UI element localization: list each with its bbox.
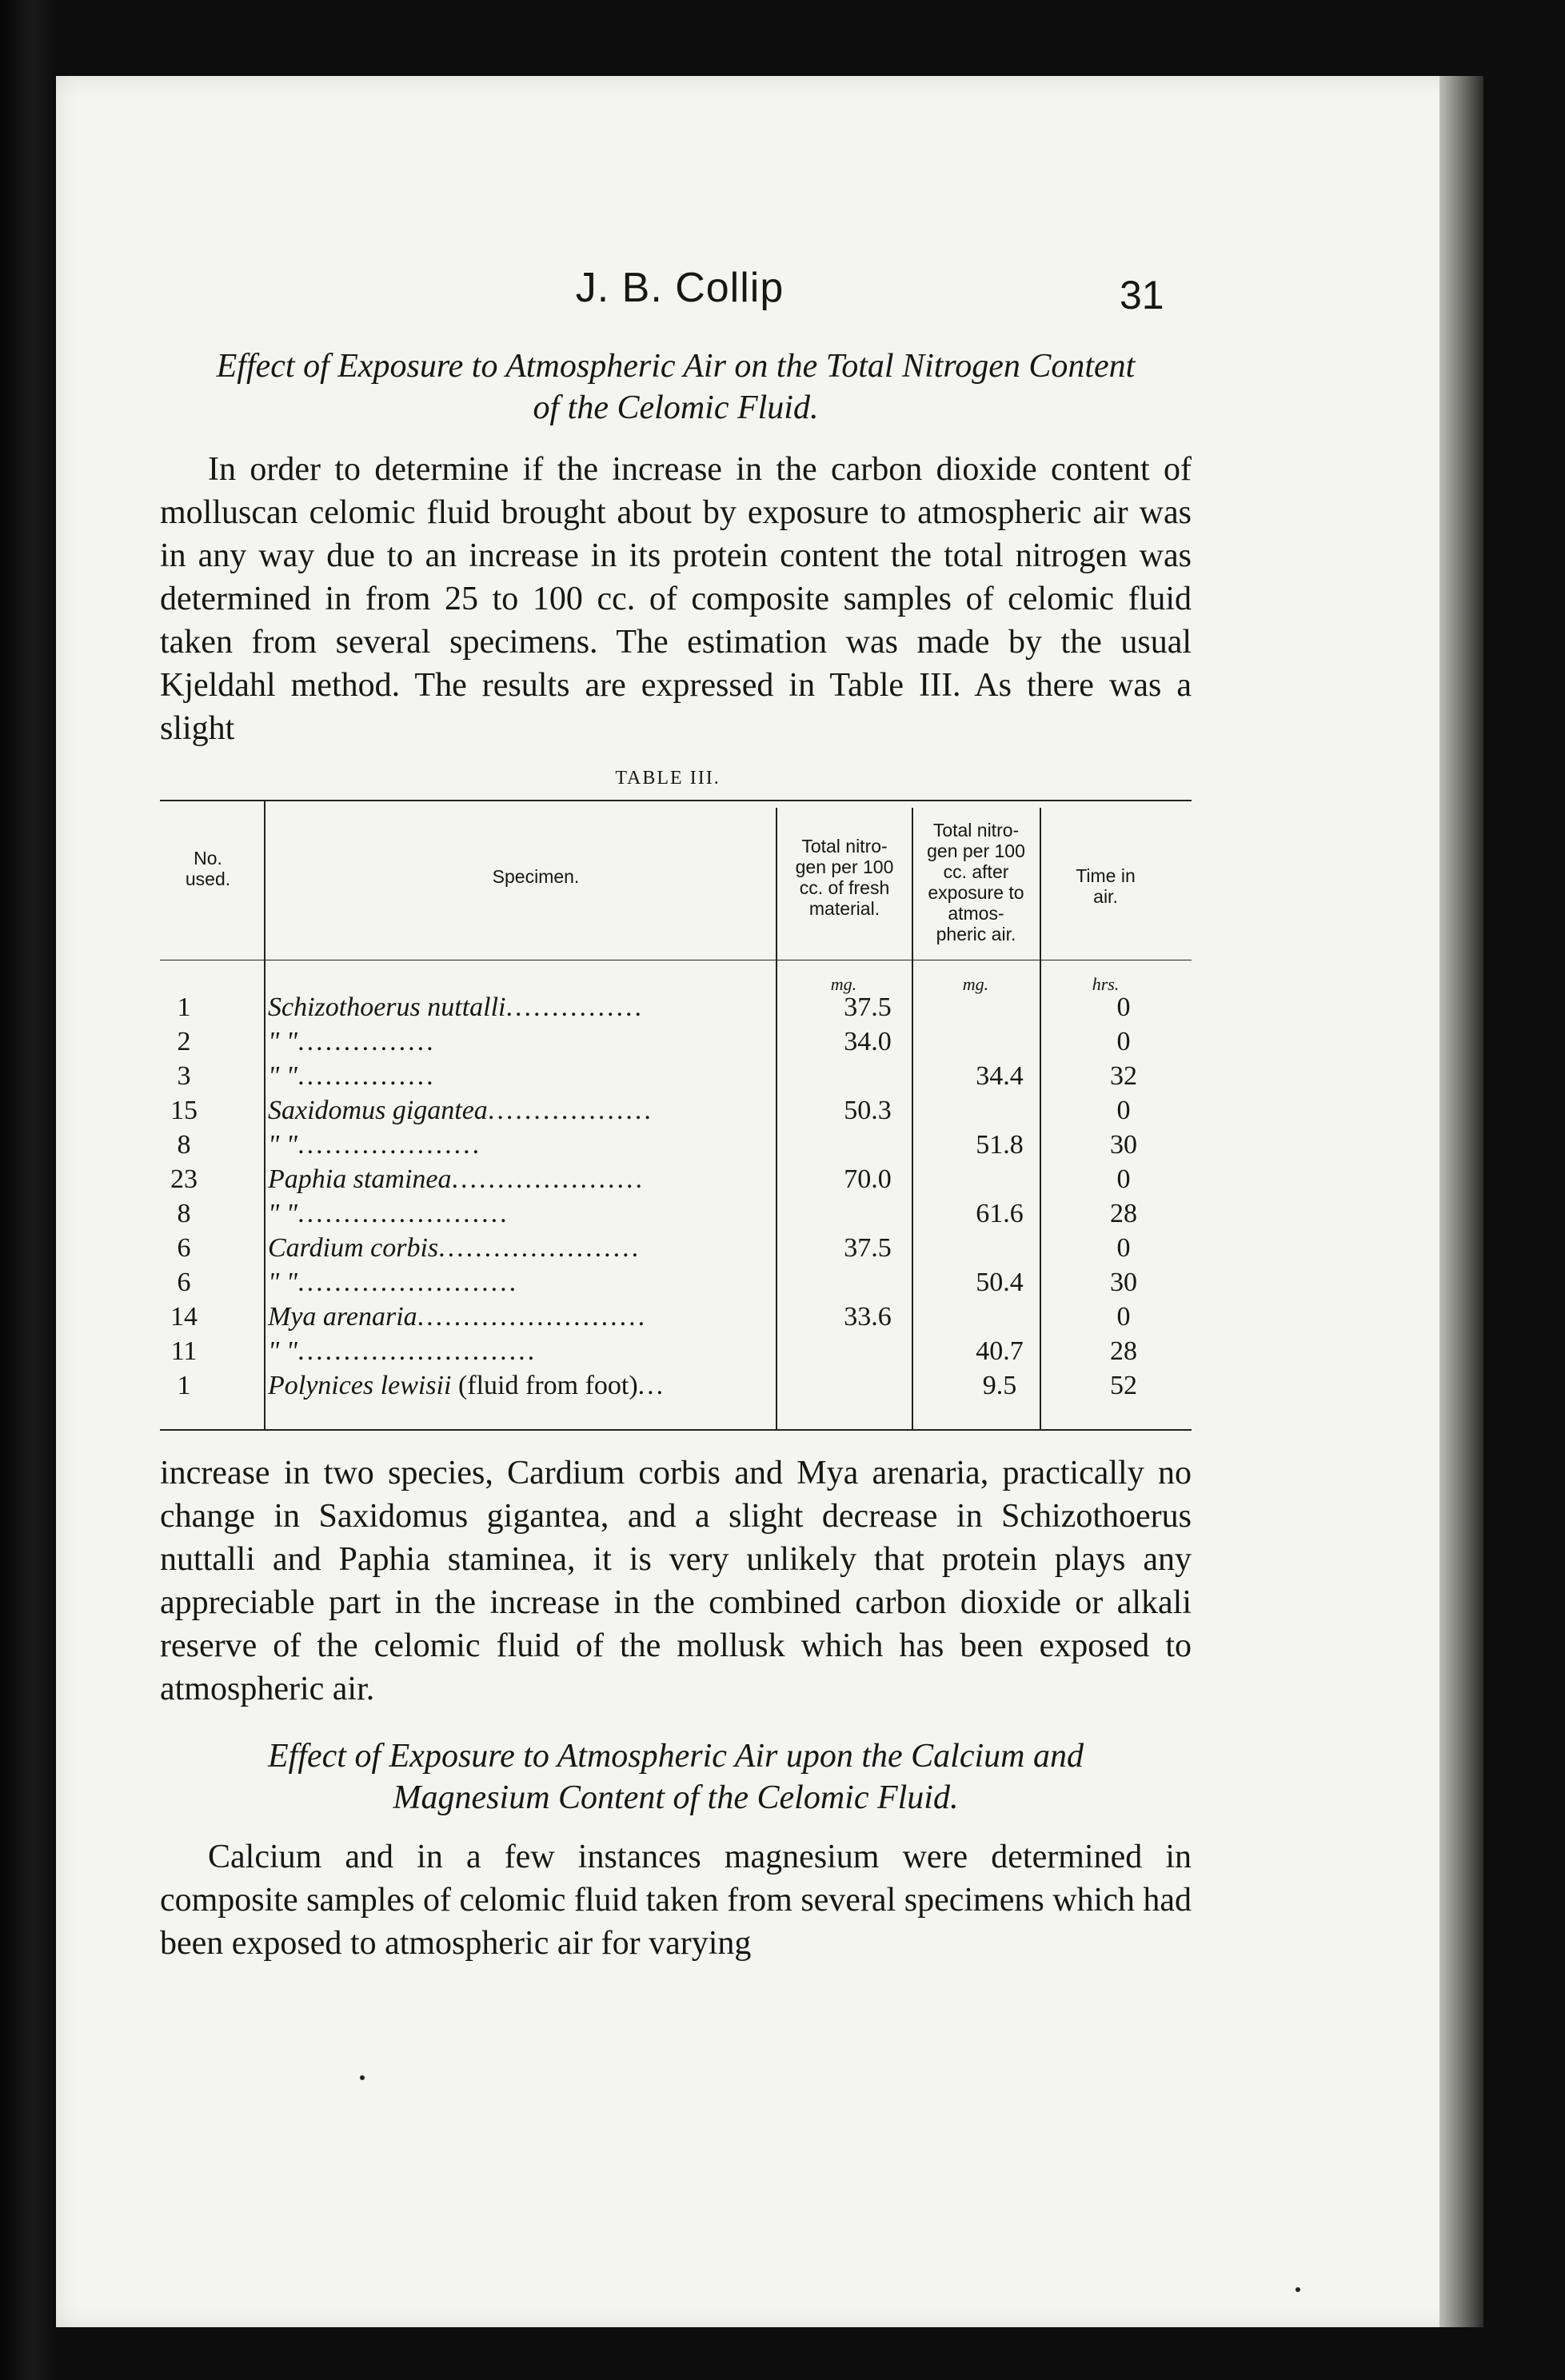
cell-exposed-nitrogen: 61.6 — [976, 1199, 1024, 1228]
table-row — [160, 1024, 1192, 1059]
leader-dots: .................... — [297, 1130, 482, 1160]
cell-time-in-air: 52 — [1110, 1371, 1137, 1400]
cell-number-used: 8 — [177, 1199, 191, 1228]
table-row — [160, 1231, 1192, 1265]
page-number: 31 — [1120, 273, 1164, 317]
cell-time-in-air: 0 — [1116, 1233, 1131, 1263]
paragraph-nitrogen-intro — [160, 448, 1192, 750]
unit-fresh: mg. — [830, 974, 857, 994]
scan-speck — [1296, 2287, 1300, 2292]
table-row — [160, 1093, 1192, 1128]
cell-specimen — [268, 1265, 932, 1300]
cell-number-used: 11 — [170, 1336, 198, 1366]
cell-exposed-nitrogen: 40.7 — [976, 1336, 1024, 1366]
cell-time-in-air: 32 — [1110, 1061, 1137, 1091]
section-title-calcium — [160, 1735, 1192, 1819]
table-top-rule — [160, 800, 1192, 801]
leader-dots: ........................ — [297, 1268, 519, 1297]
species-name: " " — [268, 1268, 298, 1297]
column-header-specimen: Specimen. — [492, 866, 580, 887]
cell-time-in-air: 0 — [1116, 992, 1131, 1022]
cell-number-used: 14 — [170, 1302, 198, 1332]
species-note: (fluid from foot) — [451, 1371, 638, 1400]
running-header-author: J. B. Collip — [575, 265, 784, 311]
leader-dots: ..................... — [451, 1164, 645, 1194]
leader-dots: ... — [637, 1371, 666, 1400]
leader-dots: ...................... — [438, 1233, 641, 1263]
leader-dots: ............... — [297, 1027, 436, 1056]
cell-time-in-air: 30 — [1110, 1130, 1137, 1160]
cell-specimen — [268, 1368, 932, 1403]
paragraph-text: Calcium and in a few instances magnesium were determined in composite samples of celomic fluid taken from several specimens which had been exposed to atmospheric air for varying — [160, 1839, 1192, 1962]
column-header-time: Time in air. — [1076, 865, 1136, 907]
species-name: Schizothoerus nuttalli — [268, 992, 506, 1022]
table-row — [160, 1128, 1192, 1162]
cell-time-in-air: 30 — [1110, 1268, 1137, 1297]
species-name: " " — [268, 1061, 298, 1091]
leader-dots: ....................... — [297, 1199, 509, 1228]
cell-fresh-nitrogen: 34.0 — [844, 1027, 892, 1056]
column-header-exposed-nitrogen: Total nitro- gen per 100 cc. after exposure to atmos- pheric air. — [927, 820, 1025, 944]
species-name: " " — [268, 1336, 298, 1366]
cell-fresh-nitrogen: 37.5 — [844, 992, 892, 1022]
table-row — [160, 1300, 1192, 1334]
leader-dots: ............... — [297, 1061, 436, 1091]
cell-specimen — [268, 1128, 932, 1162]
cell-exposed-nitrogen: 51.8 — [976, 1130, 1024, 1160]
cell-time-in-air: 0 — [1116, 1164, 1131, 1194]
cell-number-used: 6 — [177, 1233, 191, 1263]
column-header-no: No. used. — [185, 848, 231, 889]
species-name: Saxidomus gigantea — [268, 1096, 488, 1125]
species-name: " " — [268, 1027, 298, 1056]
table-row — [160, 1265, 1192, 1300]
unit-time: hrs. — [1092, 974, 1120, 994]
cell-number-used: 2 — [177, 1027, 191, 1056]
table-row — [160, 990, 1192, 1024]
cell-time-in-air: 0 — [1116, 1096, 1131, 1125]
leader-dots: .................. — [487, 1096, 653, 1125]
section-title-line: Magnesium Content of the Celomic Fluid. — [393, 1779, 959, 1816]
species-name: Mya arenaria — [268, 1302, 417, 1332]
species-name: " " — [268, 1130, 298, 1160]
leader-dots: ......................... — [417, 1302, 648, 1332]
cell-exposed-nitrogen: 9.5 — [982, 1371, 1017, 1400]
cell-exposed-nitrogen: 34.4 — [976, 1061, 1024, 1091]
species-name: " " — [268, 1199, 298, 1228]
section-title-line: Effect of Exposure to Atmospheric Air upon the Calcium and — [268, 1738, 1084, 1775]
cell-time-in-air: 28 — [1110, 1336, 1137, 1366]
paragraph-calcium-intro — [160, 1835, 1192, 1965]
species-name: Cardium corbis — [268, 1233, 439, 1263]
cell-specimen — [268, 1334, 932, 1368]
cell-number-used: 1 — [177, 992, 191, 1022]
table-bottom-rule — [160, 1429, 1192, 1431]
cell-fresh-nitrogen: 37.5 — [844, 1233, 892, 1263]
table-caption: TABLE III. — [615, 768, 721, 789]
paragraph-text: In order to determine if the increase in the carbon dioxide content of molluscan celomic fluid brought about by exposure to atmospheric air was in any way due to an increase in its protein content the total nitrogen was determined in from 25 to 100 cc. of composite samples of celomic fluid taken from several specimens. The estimation was made by the usual Kjeldahl method. The results are expressed in Table III. As there was a slight — [160, 451, 1192, 747]
unit-exposed: mg. — [962, 974, 989, 994]
species-name: Paphia staminea — [268, 1164, 452, 1194]
cell-specimen — [268, 1196, 932, 1231]
cell-time-in-air: 0 — [1116, 1302, 1131, 1332]
cell-fresh-nitrogen: 50.3 — [844, 1096, 892, 1125]
species-name: Polynices lewisii — [268, 1371, 452, 1400]
table-row — [160, 1059, 1192, 1093]
cell-number-used: 1 — [177, 1371, 191, 1400]
table-row — [160, 1196, 1192, 1231]
cell-number-used: 8 — [177, 1130, 191, 1160]
page-edge-shadow — [1439, 76, 1483, 2327]
cell-fresh-nitrogen: 33.6 — [844, 1302, 892, 1332]
paragraph-nitrogen-conclusion: increase in two species, Cardium corbis and Mya arenaria, practically no change in Saxidomus gigantea, and a slight decrease in Schizothoerus nuttalli and Paphia staminea, it is very unlikely that protein plays any appreciable part in the increase in the combined carbon dioxide or alkali reserve of the celomic fluid of the mollusk which has been exposed to atmospheric air. — [160, 1455, 1192, 1707]
section-title-line: of the Celomic Fluid. — [533, 389, 819, 426]
cell-time-in-air: 0 — [1116, 1027, 1131, 1056]
table-row — [160, 1368, 1192, 1403]
section-title-nitrogen — [160, 345, 1192, 429]
cell-number-used: 15 — [170, 1096, 198, 1125]
cell-exposed-nitrogen: 50.4 — [976, 1268, 1024, 1297]
column-header-fresh-nitrogen: Total nitro- gen per 100 cc. of fresh material. — [795, 836, 894, 919]
leader-dots: ............... — [505, 992, 644, 1022]
cell-fresh-nitrogen: 70.0 — [844, 1164, 892, 1194]
cell-number-used: 3 — [177, 1061, 191, 1091]
cell-specimen — [268, 1059, 932, 1093]
table-row — [160, 1334, 1192, 1368]
cell-number-used: 6 — [177, 1268, 191, 1297]
cell-time-in-air: 28 — [1110, 1199, 1137, 1228]
table-row — [160, 1162, 1192, 1196]
leader-dots: .......................... — [297, 1336, 537, 1366]
cell-number-used: 23 — [170, 1164, 198, 1194]
scan-speck — [360, 2075, 365, 2080]
section-title-line: Effect of Exposure to Atmospheric Air on the Total Nitrogen Content — [216, 348, 1136, 385]
